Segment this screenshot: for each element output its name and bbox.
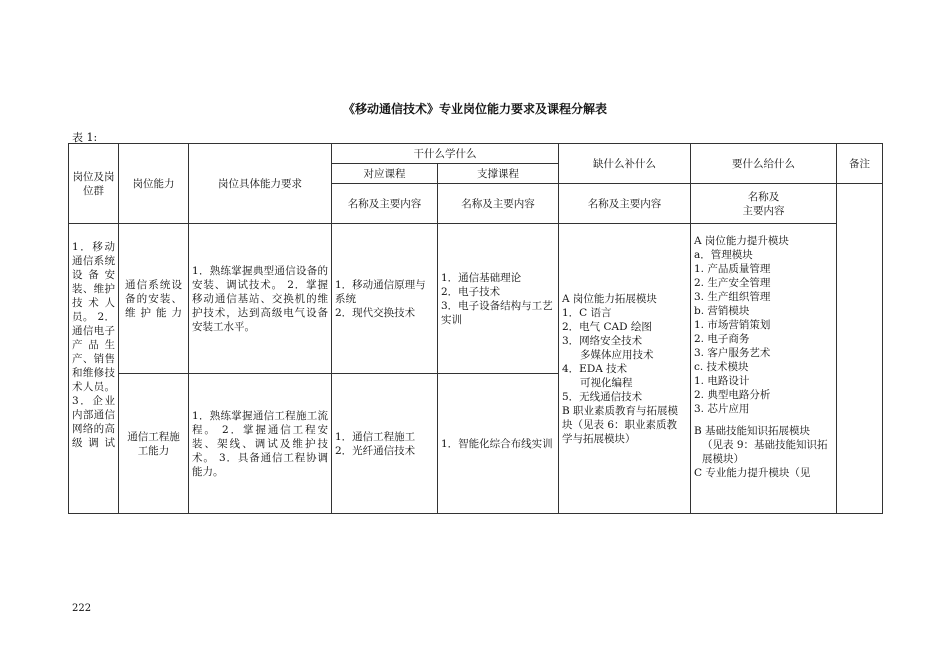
support-cell: 1．通信基础理论 2．电子技术 3．电子设备结构与工艺实训 bbox=[438, 224, 559, 374]
course-cell: 1．移动通信原理与系统 2．现代交换技术 bbox=[332, 224, 438, 374]
subheader-supplement: 名称及主要内容 bbox=[559, 184, 691, 224]
subheader-support: 名称及主要内容 bbox=[438, 184, 559, 224]
course-breakdown-table bbox=[68, 143, 883, 514]
header-give: 要什么给什么 bbox=[691, 144, 837, 184]
supplement-cell: A 岗位能力拓展模块 1．C 语言 2．电气 CAD 绘图 3．网络安全技术 多媒体应用技术 4．EDA 技术 可视化编程 5．无线通信技术 B 职业素质教育与拓展模块（见表 6：职业素质教学与拓展模块） bbox=[559, 224, 691, 514]
page-number: 222 bbox=[72, 603, 92, 614]
subheader-give: 名称及 主要内容 bbox=[691, 184, 837, 224]
table-label: 表 1: bbox=[72, 131, 98, 144]
requirements-cell: 1．熟练掌握典型通信设备的安装、调试技术。 2．掌握移动通信基站、交换机的维护技术，达到高级电气设备安装工水平。 bbox=[189, 224, 332, 374]
header-supplement: 缺什么补什么 bbox=[559, 144, 691, 184]
support-cell: 1．智能化综合布线实训 bbox=[438, 374, 559, 514]
header-note: 备注 bbox=[837, 144, 883, 184]
subheader-course: 名称及主要内容 bbox=[332, 184, 438, 224]
note-cell bbox=[837, 184, 883, 514]
header-requirements: 岗位具体能力要求 bbox=[189, 144, 332, 224]
course-cell: 1．通信工程施工 2．光纤通信技术 bbox=[332, 374, 438, 514]
ability-cell: 通信工程施工能力 bbox=[119, 374, 189, 514]
header-ability: 岗位能力 bbox=[119, 144, 189, 224]
give-cell: A 岗位能力提升模块 a．管理模块 1. 产品质量管理 2. 生产安全管理 3. 生产组织管理 b. 营销模块 1. 市场营销策划 2. 电子商务 3. 客户服务艺术 c. 技术模块 1. 电路设计 2. 典型电路分析 3. 芯片应用 B 基础技能知识拓展模块 （见表 9：基础技能知识拓展模块） C 专业能力提升模块（见 bbox=[691, 224, 837, 514]
header-support: 支撑课程 bbox=[438, 164, 559, 184]
document-title: 《移动通信技术》专业岗位能力要求及课程分解表 bbox=[342, 102, 607, 116]
header-position-group: 岗位及岗位群 bbox=[69, 144, 119, 224]
header-learn: 干什么学什么 bbox=[332, 144, 559, 164]
requirements-cell: 1．熟练掌握通信工程施工流程。 2．掌握通信工程安装、架线、调试及维护技术。 3．具备通信工程协调能力。 bbox=[189, 374, 332, 514]
header-course: 对应课程 bbox=[332, 164, 438, 184]
position-group-cell: 1．移动通信系统设备安装、维护技术人员。 2．通信电子产品生产、销售和维修技术人员。 3．企业内部通信网络的高级调试 bbox=[69, 224, 119, 514]
ability-cell: 通信系统设备的安装、维护能力 bbox=[119, 224, 189, 374]
